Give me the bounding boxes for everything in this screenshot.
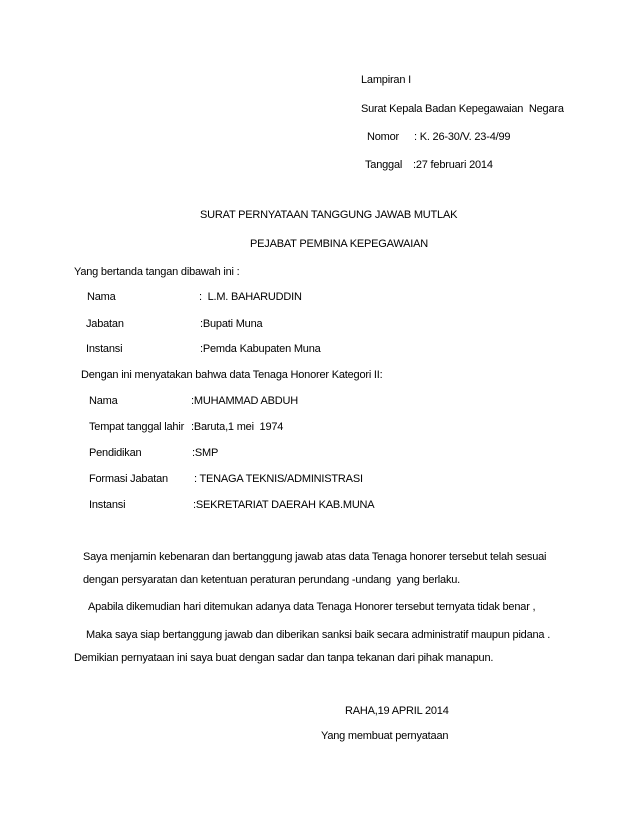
signer-name-value: : L.M. BAHARUDDIN — [199, 291, 302, 303]
tanggal-label: Tanggal — [365, 159, 403, 171]
signer-position-value: :Bupati Muna — [200, 318, 263, 330]
guarantee-paragraph-line2: dengan persyaratan dan ketentuan peraturan perundang -undang yang berlaku. — [83, 574, 461, 586]
place-date: RAHA,19 APRIL 2014 — [345, 705, 449, 717]
responsibility-paragraph: Maka saya siap bertanggung jawab dan diberikan sanksi baik secara administratif maupun pidana . — [86, 629, 551, 641]
condition-paragraph: Apabila dikemudian hari ditemukan adanya data Tenaga Honorer tersebut ternyata tidak benar , — [88, 601, 536, 613]
honorer-agency-value: :SEKRETARIAT DAERAH KAB.MUNA — [193, 499, 375, 511]
tanggal-value: :27 februari 2014 — [413, 159, 493, 171]
honorer-education-value: :SMP — [192, 447, 219, 459]
honorer-name-label: Nama — [89, 395, 118, 407]
signer-name-label: Nama — [87, 291, 116, 303]
honorer-name-value: :MUHAMMAD ABDUH — [191, 395, 299, 407]
document-subtitle: PEJABAT PEMBINA KEPEGAWAIAN — [250, 238, 428, 250]
closing-paragraph: Demikian pernyataan ini saya buat dengan sadar dan tanpa tekanan dari pihak manapun. — [74, 652, 494, 664]
honorer-agency-label: Instansi — [89, 499, 126, 511]
intro-text: Yang bertanda tangan dibawah ini : — [74, 266, 240, 278]
guarantee-paragraph-line1: Saya menjamin kebenaran dan bertanggung jawab atas data Tenaga honorer tersebut telah sesuai — [83, 551, 547, 563]
statement-intro: Dengan ini menyatakan bahwa data Tenaga Honorer Kategori II: — [81, 369, 383, 381]
signature-label: Yang membuat pernyataan — [321, 730, 449, 742]
honorer-formation-value: : TENAGA TEKNIS/ADMINISTRASI — [194, 473, 363, 485]
signer-agency-label: Instansi — [86, 343, 123, 355]
surat-reference: Surat Kepala Badan Kepegawaian Negara — [361, 103, 564, 115]
document-title: SURAT PERNYATAAN TANGGUNG JAWAB MUTLAK — [200, 209, 458, 221]
signer-agency-value: :Pemda Kabupaten Muna — [200, 343, 321, 355]
honorer-birth-value: :Baruta,1 mei 1974 — [191, 421, 284, 433]
nomor-label: Nomor — [367, 131, 400, 143]
lampiran-label: Lampiran I — [361, 74, 411, 86]
nomor-value: : K. 26-30/V. 23-4/99 — [414, 131, 511, 143]
honorer-birth-label: Tempat tanggal lahir — [89, 421, 185, 433]
signer-position-label: Jabatan — [86, 318, 124, 330]
honorer-formation-label: Formasi Jabatan — [89, 473, 168, 485]
honorer-education-label: Pendidikan — [89, 447, 142, 459]
